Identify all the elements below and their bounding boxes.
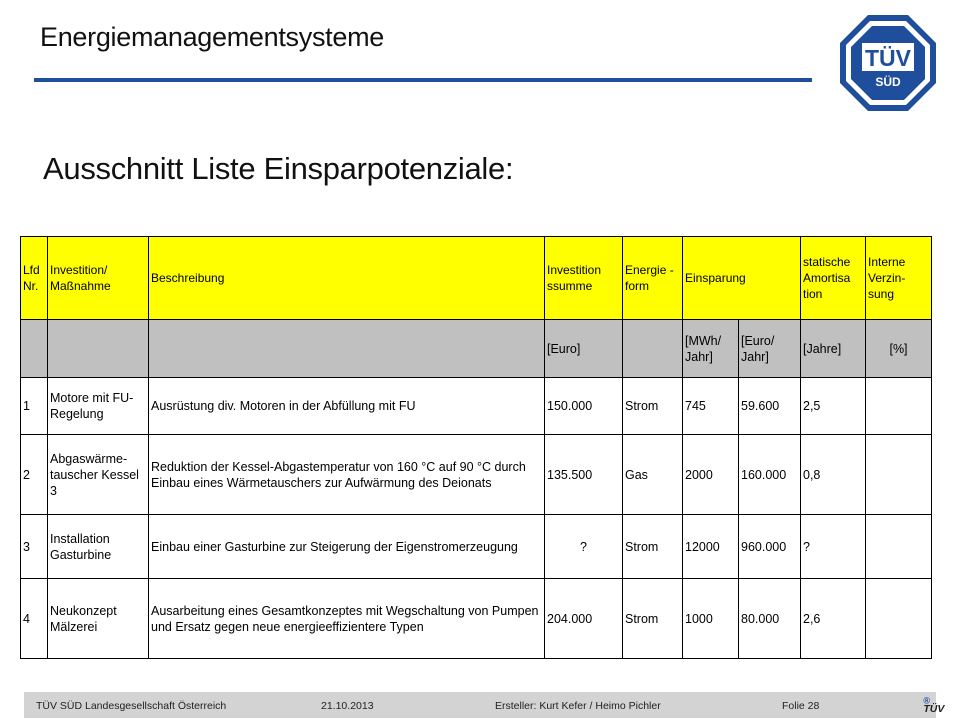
table-row xyxy=(21,435,932,515)
cell-summe: 204.000 xyxy=(545,579,623,659)
footer-author: Ersteller: Kurt Kefer / Heimo Pichler xyxy=(495,700,661,712)
cell-summe: 135.500 xyxy=(545,435,623,515)
cell-zins xyxy=(866,378,932,435)
cell-zins xyxy=(866,579,932,659)
header-energieform: Energie -form xyxy=(623,237,683,320)
cell-beschreibung: Einbau einer Gasturbine zur Steigerung der Eigenstromerzeugung xyxy=(149,515,545,579)
cell-amort: 2,6 xyxy=(801,579,866,659)
cell-massnahme: Installation Gasturbine xyxy=(48,515,149,579)
footer-logo-text: TÜV xyxy=(923,703,945,715)
cell-mwh: 745 xyxy=(683,378,739,435)
cell-nr: 2 xyxy=(21,435,48,515)
cell-euro: 80.000 xyxy=(739,579,801,659)
unit-euro: [Euro] xyxy=(545,320,623,378)
cell-euro: 160.000 xyxy=(739,435,801,515)
cell-massnahme: Neukonzept Mälzerei xyxy=(48,579,149,659)
cell-beschreibung: Ausarbeitung eines Gesamtkonzeptes mit Wegschaltung von Pumpen und Ersatz gegen neue energieeffizientere Typen xyxy=(149,579,545,659)
slide-subtitle: Ausschnitt Liste Einsparpotenziale: xyxy=(43,151,514,186)
table-row xyxy=(21,378,932,435)
unit-prozent: [%] xyxy=(866,320,932,378)
logo-text-tuv: TÜV xyxy=(865,45,911,71)
cell-form: Strom xyxy=(623,579,683,659)
footer-bar xyxy=(24,692,945,718)
cell-euro: 960.000 xyxy=(739,515,801,579)
cell-form: Strom xyxy=(623,378,683,435)
unit-euro-jahr: [Euro/ Jahr] xyxy=(739,320,801,378)
cell-form: Gas xyxy=(623,435,683,515)
footer-company: TÜV SÜD Landesgesellschaft Österreich xyxy=(36,700,227,712)
header-nr: Lfd Nr. xyxy=(21,237,48,320)
page-title: Energiemanagementsysteme xyxy=(40,22,384,52)
cell-zins xyxy=(866,515,932,579)
cell-nr: 3 xyxy=(21,515,48,579)
cell-mwh: 2000 xyxy=(683,435,739,515)
footer-logo-icon xyxy=(923,695,945,715)
header-investition: Investition/ Maßnahme xyxy=(48,237,149,320)
cell-nr: 1 xyxy=(21,378,48,435)
cell-beschreibung: Ausrüstung div. Motoren in der Abfüllung mit FU xyxy=(149,378,545,435)
header-verzinsung: Interne Verzin- sung xyxy=(866,237,932,320)
cell-mwh: 12000 xyxy=(683,515,739,579)
cell-zins xyxy=(866,435,932,515)
savings-table xyxy=(20,236,932,659)
cell-amort: 0,8 xyxy=(801,435,866,515)
unit-mwh: [MWh/ Jahr] xyxy=(683,320,739,378)
footer-date: 21.10.2013 xyxy=(321,700,374,712)
tuv-sud-logo-icon xyxy=(838,13,938,113)
header-einsparung: Einsparung xyxy=(683,237,801,320)
header-summe: Investition ssumme xyxy=(545,237,623,320)
footer-slide-number: Folie 28 xyxy=(782,700,820,712)
table-unit-row xyxy=(21,320,932,378)
table-row xyxy=(21,515,932,579)
cell-massnahme: Motore mit FU-Regelung xyxy=(48,378,149,435)
table-row xyxy=(21,579,932,659)
cell-form: Strom xyxy=(623,515,683,579)
header-beschreibung: Beschreibung xyxy=(149,237,545,320)
unit-jahre: [Jahre] xyxy=(801,320,866,378)
cell-euro: 59.600 xyxy=(739,378,801,435)
cell-massnahme: Abgaswärme-tauscher Kessel 3 xyxy=(48,435,149,515)
cell-amort: 2,5 xyxy=(801,378,866,435)
cell-summe: ? xyxy=(545,515,623,579)
header-amortisation: statische Amortisa tion xyxy=(801,237,866,320)
cell-beschreibung: Reduktion der Kessel-Abgastemperatur von 160 °C auf 90 °C durch Einbau eines Wärmetauschers zur Aufwärmung des Deionats xyxy=(149,435,545,515)
cell-summe: 150.000 xyxy=(545,378,623,435)
title-underline xyxy=(34,78,812,82)
footer-registered-mark: ® xyxy=(923,695,930,706)
cell-nr: 4 xyxy=(21,579,48,659)
table-header-row xyxy=(21,237,932,320)
logo-text-sud: SÜD xyxy=(875,75,901,89)
cell-mwh: 1000 xyxy=(683,579,739,659)
cell-amort: ? xyxy=(801,515,866,579)
